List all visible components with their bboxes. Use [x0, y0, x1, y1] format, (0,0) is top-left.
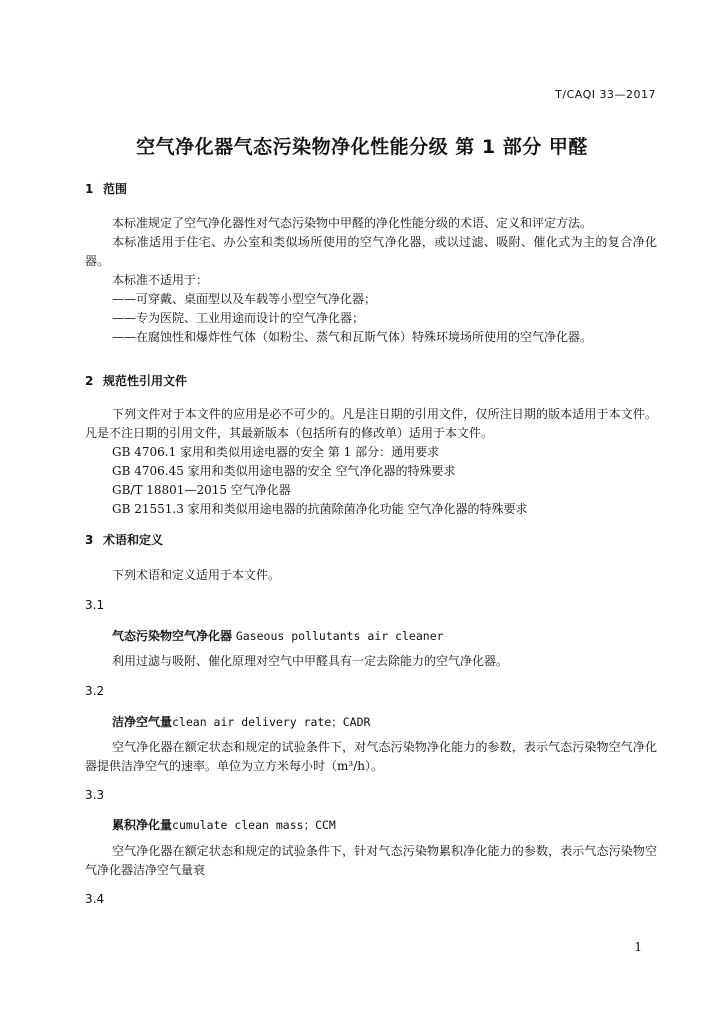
term-name-en: cumulate clean mass；CCM: [172, 818, 336, 832]
term-definition: 空气净化器在额定状态和规定的试验条件下，对气态污染物净化能力的参数，表示气态污染物空气净化器提供洁净空气的速率。单位为立方米每小时（m³/h）。: [85, 740, 657, 773]
page-number: 1: [634, 940, 642, 954]
section-2-heading: [85, 372, 187, 389]
term-name-cn: 洁净空气量: [112, 715, 173, 729]
term-number: 3.4: [85, 892, 105, 906]
scope-paragraph-1: 本标准规定了空气净化器性对气态污染物中甲醛的净化性能分级的术语、定义和评定方法。: [112, 216, 593, 230]
term-number: 3.2: [85, 684, 105, 698]
terms-intro: 下列术语和定义适用于本文件。: [112, 568, 281, 582]
term-number: 3.1: [85, 598, 105, 612]
term-name-cn: 气态污染物空气净化器: [112, 629, 233, 643]
list-item: ——在腐蚀性和爆炸性气体（如粉尘、蒸气和瓦斯气体）特殊环境场所使用的空气净化器。: [112, 330, 593, 344]
term-definition: 利用过滤与吸附、催化原理对空气中甲醛具有一定去除能力的空气净化器。: [112, 654, 509, 668]
section-title: 规范性引用文件: [103, 374, 188, 388]
section-3-heading: [85, 531, 163, 548]
term-number: 3.3: [85, 788, 105, 802]
term-name-en: clean air delivery rate；CADR: [172, 715, 371, 729]
section-number: 1: [85, 182, 94, 196]
scope-paragraph-3: 本标准不适用于：: [112, 273, 209, 287]
term-name-cn: 累积净化量: [112, 818, 173, 832]
section-number: 2: [85, 374, 94, 388]
reference-item: GB 21551.3 家用和类似用途电器的抗菌除菌净化功能 空气净化器的特殊要求: [112, 502, 528, 516]
document-title: 空气净化器气态污染物净化性能分级 第 1 部分 甲醛: [136, 136, 588, 158]
term-title: [112, 816, 336, 833]
references-intro: 下列文件对于本文件的应用是必不可少的。凡是注日期的引用文件，仅所注日期的版本适用于本文件。凡是不注日期的引用文件，其最新版本（包括所有的修改单）适用于本文件。: [85, 407, 657, 440]
section-title: 范围: [103, 182, 128, 196]
term-title: [112, 713, 370, 730]
standard-code: T/CAQI 33—2017: [555, 88, 656, 101]
reference-item: GB 4706.1 家用和类似用途电器的安全 第 1 部分：通用要求: [112, 445, 440, 459]
term-definition: 空气净化器在额定状态和规定的试验条件下，针对气态污染物累积净化能力的参数，表示气态污染物空气净化器洁净空气量衰: [85, 844, 657, 877]
list-item: ——专为医院、工业用途而设计的空气净化器；: [112, 311, 365, 325]
list-item: ——可穿戴、桌面型以及车载等小型空气净化器；: [112, 292, 377, 306]
reference-item: GB 4706.45 家用和类似用途电器的安全 空气净化器的特殊要求: [112, 464, 456, 478]
reference-item: GB/T 18801—2015 空气净化器: [112, 483, 291, 497]
section-number: 3: [85, 533, 94, 547]
term-name-en: Gaseous pollutants air cleaner: [235, 629, 444, 643]
scope-paragraph-2: 本标准适用于住宅、办公室和类似场所使用的空气净化器，或以过滤、吸附、催化式为主的复合净化器。: [85, 235, 657, 268]
section-title: 术语和定义: [103, 533, 164, 547]
term-title: [112, 627, 444, 644]
section-1-heading: [85, 180, 127, 197]
